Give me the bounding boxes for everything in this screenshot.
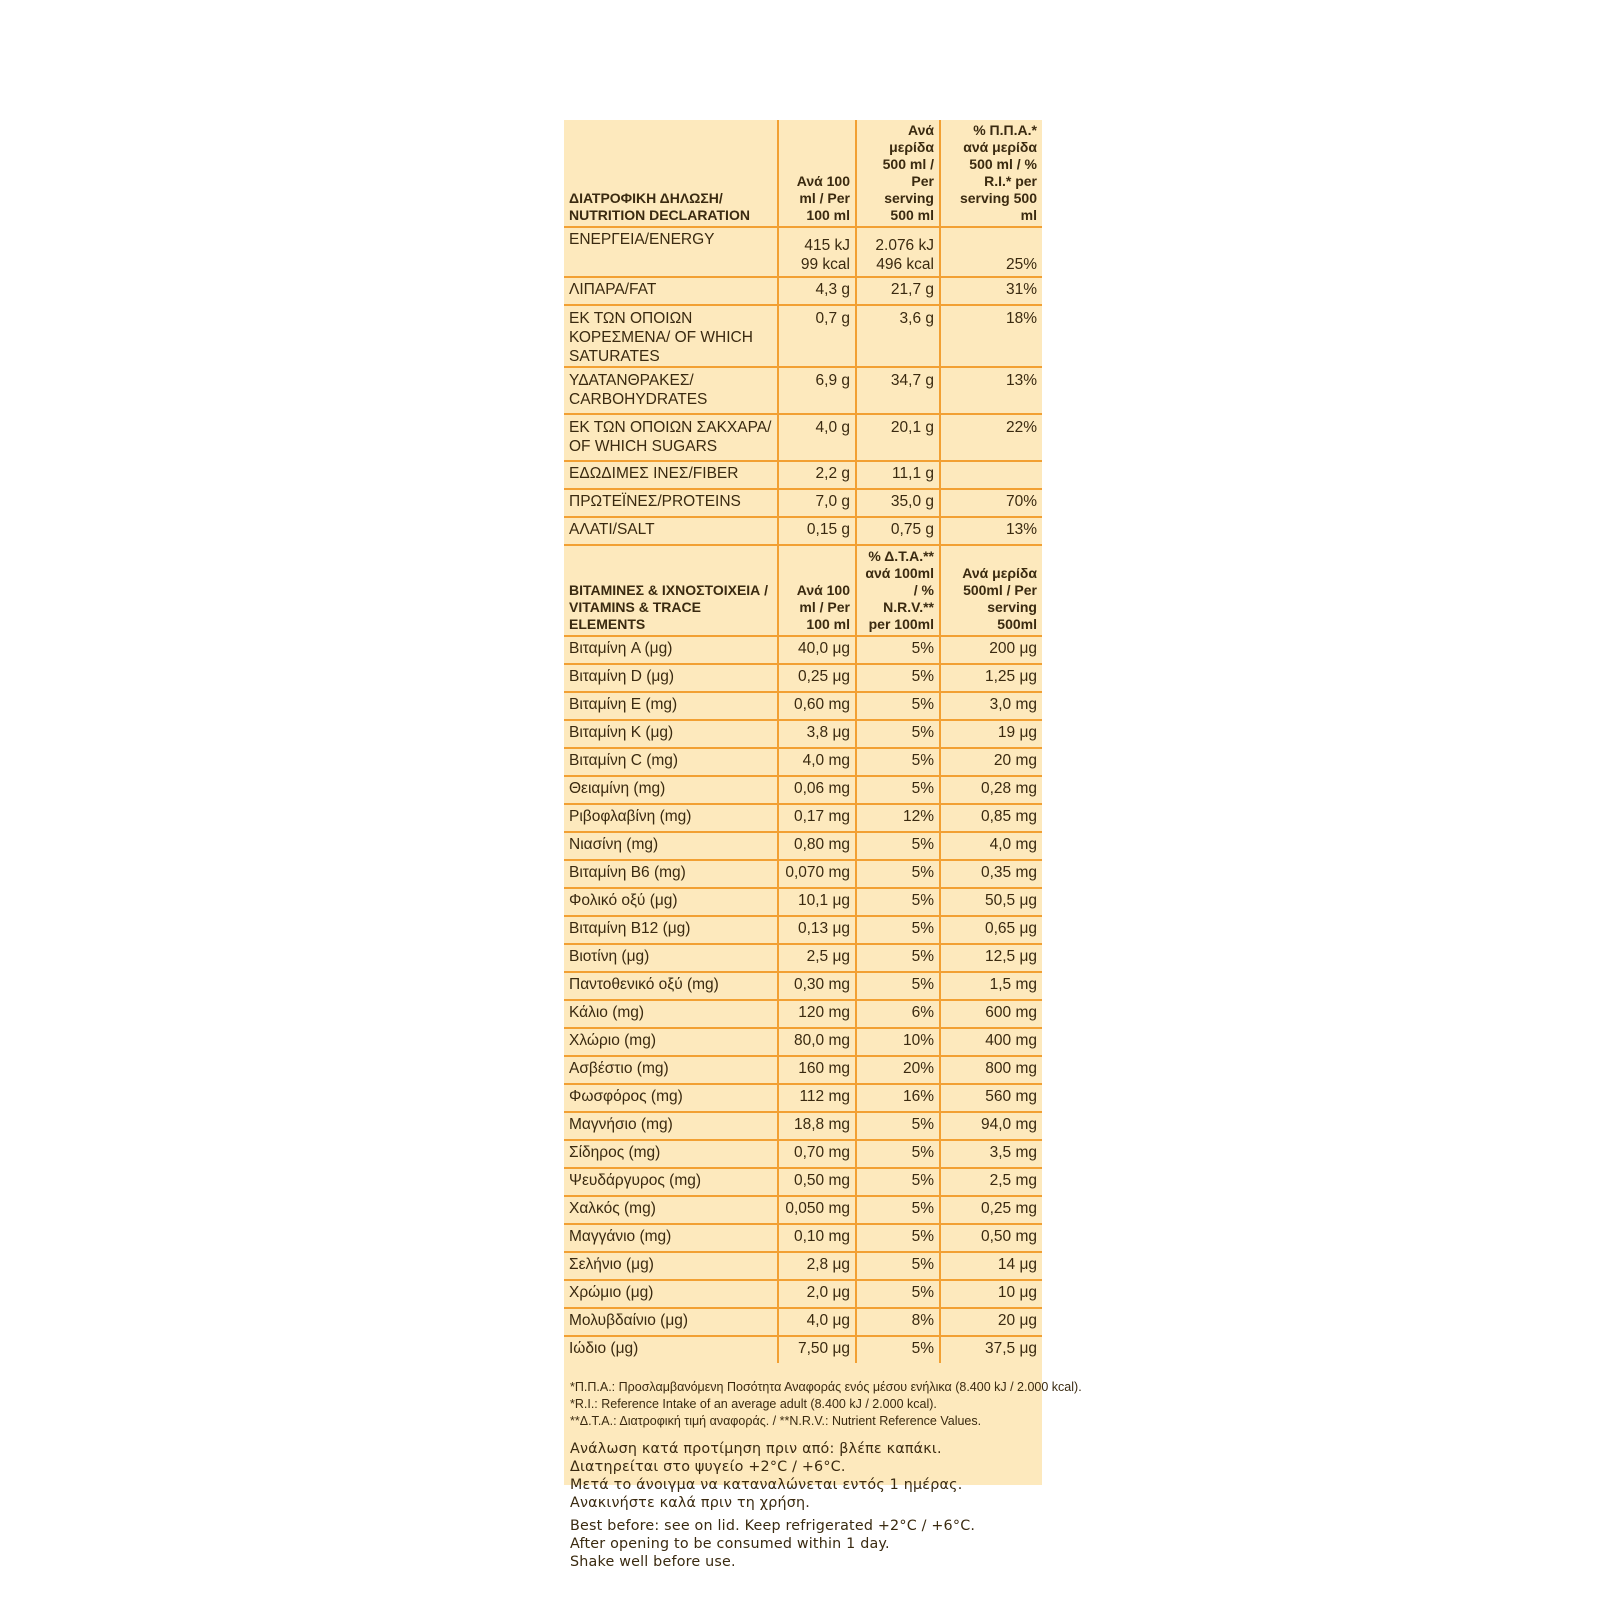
value-per-100ml: 0,050 mg xyxy=(778,1196,856,1224)
value-per-100ml: 7,50 μg xyxy=(778,1336,856,1363)
vitamin-name: Παντοθενικό οξύ (mg) xyxy=(564,972,778,1000)
nutrition-header-row xyxy=(564,120,1042,227)
vitamin-name: Μαγγάνιο (mg) xyxy=(564,1224,778,1252)
nutrient-name: ΕΝΕΡΓΕΙΑ/ENERGY xyxy=(564,227,778,277)
vitamin-name: Βιταμίνη E (mg) xyxy=(564,692,778,720)
value-per-serving: 0,65 μg xyxy=(940,916,1042,944)
value-per-serving: 20 mg xyxy=(940,748,1042,776)
vitamin-name: Σίδηρος (mg) xyxy=(564,1140,778,1168)
storage-line: Μετά το άνοιγμα να καταναλώνεται εντός 1 ημέρας. xyxy=(570,1477,963,1493)
value-per-100ml: 2,0 μg xyxy=(778,1280,856,1308)
vitamin-row xyxy=(564,1196,1042,1224)
vitamin-name: Μολυβδαίνιο (μg) xyxy=(564,1308,778,1336)
value-per-serving: 12,5 μg xyxy=(940,944,1042,972)
value-per-serving: 0,50 mg xyxy=(940,1224,1042,1252)
value-per-100ml: 120 mg xyxy=(778,1000,856,1028)
value-per-100ml: 0,13 μg xyxy=(778,916,856,944)
value-per-100ml: 3,8 μg xyxy=(778,720,856,748)
vitamin-row xyxy=(564,776,1042,804)
value-per-serving: 2,5 mg xyxy=(940,1168,1042,1196)
value-per-serving: 3,5 mg xyxy=(940,1140,1042,1168)
value-per-serving: 0,25 mg xyxy=(940,1196,1042,1224)
storage-line: Best before: see on lid. Keep refrigerated +2°C / +6°C. xyxy=(570,1518,976,1534)
vitamin-name: Βιοτίνη (μg) xyxy=(564,944,778,972)
nutrient-name: ΥΔΑΤΑΝΘΡΑΚΕΣ/ CARBOHYDRATES xyxy=(564,367,778,414)
vitamin-row xyxy=(564,832,1042,860)
nutrition-header-label: ΔΙΑΤΡΟΦΙΚΗ ΔΗΛΩΣΗ/ NUTRITION DECLARATION xyxy=(564,120,778,227)
value-per-serving: 0,85 mg xyxy=(940,804,1042,832)
storage-instructions xyxy=(564,1430,1042,1571)
nutrient-name: ΠΡΩΤΕΪΝΕΣ/PROTEINS xyxy=(564,489,778,517)
vitamin-row xyxy=(564,916,1042,944)
value-ri-percent: 31% xyxy=(940,277,1042,305)
vitamin-row xyxy=(564,748,1042,776)
nutrient-name: ΛΙΠΑΡΑ/FAT xyxy=(564,277,778,305)
value-ri-percent: 13% xyxy=(940,517,1042,545)
value-per-serving: 34,7 g xyxy=(856,367,940,414)
vitamin-row xyxy=(564,1168,1042,1196)
value-per-serving: 94,0 mg xyxy=(940,1112,1042,1140)
value-nrv-percent: 10% xyxy=(856,1028,940,1056)
vitamins-header-row xyxy=(564,545,1042,636)
vitamin-row xyxy=(564,1308,1042,1336)
storage-greek xyxy=(570,1440,1036,1512)
storage-line: After opening to be consumed within 1 day. xyxy=(570,1536,890,1552)
vitamin-name: Μαγνήσιο (mg) xyxy=(564,1112,778,1140)
vitamin-row xyxy=(564,1084,1042,1112)
value-per-100ml: 7,0 g xyxy=(778,489,856,517)
value-nrv-percent: 16% xyxy=(856,1084,940,1112)
vitamin-name: Βιταμίνη C (mg) xyxy=(564,748,778,776)
value-per-100ml: 0,25 μg xyxy=(778,664,856,692)
vitamin-name: Χαλκός (mg) xyxy=(564,1196,778,1224)
value-ri-percent: 13% xyxy=(940,367,1042,414)
value-nrv-percent: 5% xyxy=(856,972,940,1000)
value-per-100ml: 0,70 mg xyxy=(778,1140,856,1168)
nutrition-row xyxy=(564,367,1042,414)
vitamin-row xyxy=(564,1140,1042,1168)
value-per-100ml: 2,8 μg xyxy=(778,1252,856,1280)
vitamin-name: Βιταμίνη B12 (μg) xyxy=(564,916,778,944)
value-nrv-percent: 5% xyxy=(856,1140,940,1168)
value-per-100ml: 4,0 mg xyxy=(778,748,856,776)
value-nrv-percent: 5% xyxy=(856,720,940,748)
vitamin-row xyxy=(564,1224,1042,1252)
value-per-serving: 560 mg xyxy=(940,1084,1042,1112)
value-per-serving: 11,1 g xyxy=(856,461,940,489)
value-per-serving: 35,0 g xyxy=(856,489,940,517)
vitamin-name: Χρώμιο (μg) xyxy=(564,1280,778,1308)
value-nrv-percent: 5% xyxy=(856,1112,940,1140)
value-per-100ml: 4,0 μg xyxy=(778,1308,856,1336)
value-per-100ml: 80,0 mg xyxy=(778,1028,856,1056)
vitamin-row xyxy=(564,1280,1042,1308)
storage-english xyxy=(570,1517,1036,1571)
value-per-100ml: 0,10 mg xyxy=(778,1224,856,1252)
value-per-100ml: 2,5 μg xyxy=(778,944,856,972)
vitamin-row xyxy=(564,804,1042,832)
value-nrv-percent: 5% xyxy=(856,916,940,944)
vitamin-row xyxy=(564,1028,1042,1056)
nutrient-name: ΑΛΑΤΙ/SALT xyxy=(564,517,778,545)
value-per-serving: 800 mg xyxy=(940,1056,1042,1084)
nutrition-row xyxy=(564,227,1042,277)
value-per-serving: 37,5 μg xyxy=(940,1336,1042,1363)
vitamin-name: Ιώδιο (μg) xyxy=(569,1340,639,1357)
storage-line: Ανακινήστε καλά πριν τη χρήση. xyxy=(570,1495,811,1511)
nutrition-row xyxy=(564,277,1042,305)
value-per-100ml: 112 mg xyxy=(778,1084,856,1112)
value-nrv-percent: 5% xyxy=(856,1224,940,1252)
value-per-100ml: 0,7 g xyxy=(778,305,856,367)
value-per-100ml: 160 mg xyxy=(778,1056,856,1084)
vitamins-header-nrv: % Δ.Τ.Α.** ανά 100ml / % N.R.V.** per 100ml xyxy=(856,545,940,636)
value-per-100ml: 4,0 g xyxy=(778,414,856,461)
value-nrv-percent: 6% xyxy=(856,1000,940,1028)
footnote: *R.I.: Reference Intake of an average adult (8.400 kJ / 2.000 kcal). xyxy=(570,1397,937,1411)
vitamin-row xyxy=(564,1252,1042,1280)
value-per-100ml: 0,50 mg xyxy=(778,1168,856,1196)
vitamin-row xyxy=(564,636,1042,664)
value-ri-percent xyxy=(940,461,1042,489)
value-per-100ml: 0,070 mg xyxy=(778,860,856,888)
nutrition-row xyxy=(564,414,1042,461)
footnote: *Π.Π.Α.: Προσλαμβανόμενη Ποσότητα Αναφοράς ενός μέσου ενήλικα (8.400 kJ / 2.000 kcal). xyxy=(570,1380,1082,1394)
value-nrv-percent: 5% xyxy=(856,692,940,720)
vitamin-name: Ριβοφλαβίνη (mg) xyxy=(564,804,778,832)
value-ri-percent: 18% xyxy=(940,305,1042,367)
value-nrv-percent: 5% xyxy=(856,1168,940,1196)
vitamin-name: Ασβέστιο (mg) xyxy=(564,1056,778,1084)
nutrient-name: ΕΚ ΤΩΝ ΟΠΟΙΩΝ ΣΑΚΧΑΡΑ/ OF WHICH SUGARS xyxy=(564,414,778,461)
vitamins-header-per100: Ανά 100 ml / Per 100 ml xyxy=(778,545,856,636)
value-per-serving: 1,5 mg xyxy=(940,972,1042,1000)
vitamin-row xyxy=(564,664,1042,692)
vitamins-header-serving: Ανά μερίδα 500ml / Per serving 500ml xyxy=(940,545,1042,636)
vitamin-name: Βιταμίνη A (μg) xyxy=(564,636,778,664)
nutrient-name: ΕΚ ΤΩΝ ΟΠΟΙΩΝ ΚΟΡΕΣΜΕΝΑ/ OF WHICH SATURATES xyxy=(564,305,778,367)
vitamin-row xyxy=(564,1000,1042,1028)
value-nrv-percent: 5% xyxy=(856,1336,940,1363)
vitamin-name: Βιταμίνη K (μg) xyxy=(564,720,778,748)
value-nrv-percent: 5% xyxy=(856,832,940,860)
vitamin-name: Βιταμίνη B6 (mg) xyxy=(564,860,778,888)
value-ri-percent: 22% xyxy=(940,414,1042,461)
vitamin-row xyxy=(564,720,1042,748)
value-per-100ml: 4,3 g xyxy=(778,277,856,305)
storage-line: Ανάλωση κατά προτίμηση πριν από: βλέπε καπάκι. xyxy=(570,1441,942,1457)
value-per-100ml: 415 kJ 99 kcal xyxy=(778,227,856,277)
value-per-100ml: 0,60 mg xyxy=(778,692,856,720)
nutrition-row xyxy=(564,489,1042,517)
value-per-serving: 1,25 μg xyxy=(940,664,1042,692)
value-per-serving: 50,5 μg xyxy=(940,888,1042,916)
nutrition-header-ri: % Π.Π.Α.* ανά μερίδα 500 ml / % R.I.* per serving 500 ml xyxy=(940,120,1042,227)
value-nrv-percent: 12% xyxy=(856,804,940,832)
vitamin-name: Ψευδάργυρος (mg) xyxy=(564,1168,778,1196)
nutrition-row xyxy=(564,517,1042,545)
nutrition-row xyxy=(564,461,1042,489)
vitamin-row xyxy=(564,860,1042,888)
value-per-serving: 14 μg xyxy=(940,1252,1042,1280)
value-nrv-percent: 5% xyxy=(856,1252,940,1280)
vitamin-row xyxy=(564,1336,1042,1363)
nutrition-header-serving: Ανά μερίδα 500 ml / Per serving 500 ml xyxy=(856,120,940,227)
value-per-100ml: 0,30 mg xyxy=(778,972,856,1000)
value-per-serving: 19 μg xyxy=(940,720,1042,748)
vitamin-name: Φωσφόρος (mg) xyxy=(564,1084,778,1112)
value-per-serving: 20 μg xyxy=(940,1308,1042,1336)
vitamins-header-label: ΒΙΤΑΜΙΝΕΣ & ΙΧΝΟΣΤΟΙΧΕΙΑ / VITAMINS & TRACE ELEMENTS xyxy=(564,545,778,636)
value-ri-percent: 70% xyxy=(940,489,1042,517)
vitamin-row xyxy=(564,972,1042,1000)
vitamin-row xyxy=(564,1112,1042,1140)
value-per-serving: 21,7 g xyxy=(856,277,940,305)
value-per-serving: 4,0 mg xyxy=(940,832,1042,860)
vitamin-name: Βιταμίνη D (μg) xyxy=(564,664,778,692)
value-nrv-percent: 5% xyxy=(856,944,940,972)
value-per-serving: 2.076 kJ 496 kcal xyxy=(856,227,940,277)
nutrition-table xyxy=(564,120,1042,1363)
value-per-100ml: 0,06 mg xyxy=(778,776,856,804)
value-per-serving: 0,35 mg xyxy=(940,860,1042,888)
value-nrv-percent: 5% xyxy=(856,888,940,916)
vitamin-name: Σελήνιο (μg) xyxy=(564,1252,778,1280)
value-nrv-percent: 5% xyxy=(856,1280,940,1308)
value-per-serving: 10 μg xyxy=(940,1280,1042,1308)
vitamin-name: Κάλιο (mg) xyxy=(564,1000,778,1028)
value-per-serving: 20,1 g xyxy=(856,414,940,461)
value-per-100ml: 0,80 mg xyxy=(778,832,856,860)
value-nrv-percent: 5% xyxy=(856,636,940,664)
value-per-serving: 0,75 g xyxy=(856,517,940,545)
value-per-100ml: 0,15 g xyxy=(778,517,856,545)
nutrition-label-panel xyxy=(564,120,1082,1570)
vitamin-row xyxy=(564,1056,1042,1084)
vitamin-name: Θειαμίνη (mg) xyxy=(564,776,778,804)
value-nrv-percent: 5% xyxy=(856,860,940,888)
value-per-100ml: 10,1 μg xyxy=(778,888,856,916)
vitamin-row xyxy=(564,888,1042,916)
vitamin-name: Φολικό οξύ (μg) xyxy=(564,888,778,916)
value-nrv-percent: 5% xyxy=(856,664,940,692)
nutrient-name: ΕΔΩΔΙΜΕΣ ΙΝΕΣ/FIBER xyxy=(564,461,778,489)
value-nrv-percent: 5% xyxy=(856,748,940,776)
nutrition-header-per100: Ανά 100 ml / Per 100 ml xyxy=(778,120,856,227)
value-per-serving: 3,6 g xyxy=(856,305,940,367)
value-ri-percent: 25% xyxy=(940,227,1042,277)
value-per-100ml: 40,0 μg xyxy=(778,636,856,664)
storage-line: Shake well before use. xyxy=(570,1554,736,1570)
value-per-serving: 3,0 mg xyxy=(940,692,1042,720)
value-per-serving: 400 mg xyxy=(940,1028,1042,1056)
value-per-serving: 0,28 mg xyxy=(940,776,1042,804)
value-per-100ml: 18,8 mg xyxy=(778,1112,856,1140)
vitamin-name: Νιασίνη (mg) xyxy=(564,832,778,860)
value-nrv-percent: 20% xyxy=(856,1056,940,1084)
vitamin-row xyxy=(564,692,1042,720)
footnote: **Δ.Τ.Α.: Διατροφική τιμή αναφοράς. / **N.R.V.: Nutrient Reference Values. xyxy=(570,1414,982,1428)
value-nrv-percent: 5% xyxy=(856,776,940,804)
vitamin-name: Χλώριο (mg) xyxy=(564,1028,778,1056)
value-nrv-percent: 8% xyxy=(856,1308,940,1336)
nutrition-row xyxy=(564,305,1042,367)
value-per-serving: 200 μg xyxy=(940,636,1042,664)
value-per-serving: 600 mg xyxy=(940,1000,1042,1028)
value-per-100ml: 2,2 g xyxy=(778,461,856,489)
vitamin-row xyxy=(564,944,1042,972)
value-per-100ml: 6,9 g xyxy=(778,367,856,414)
value-nrv-percent: 5% xyxy=(856,1196,940,1224)
storage-line: Διατηρείται στο ψυγείο +2°C / +6°C. xyxy=(570,1459,846,1475)
value-per-100ml: 0,17 mg xyxy=(778,804,856,832)
footnotes xyxy=(564,1363,1082,1430)
